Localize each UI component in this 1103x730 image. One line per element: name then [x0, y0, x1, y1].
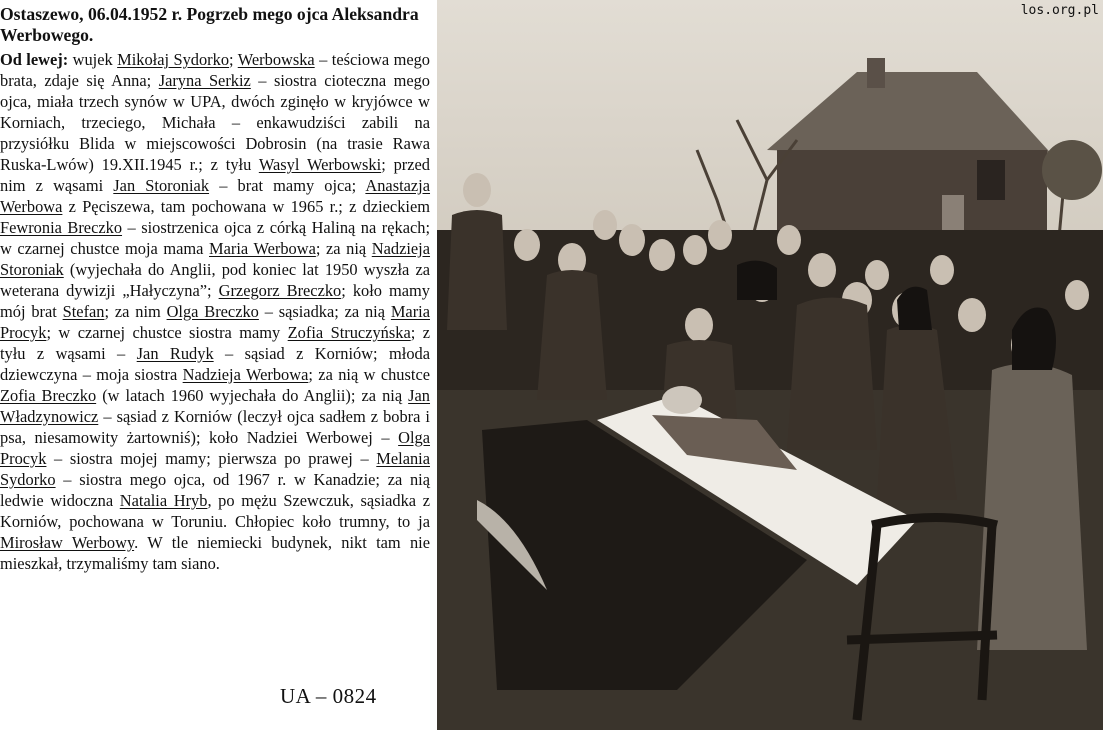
caption-text: ; koło mamy mój brat: [0, 281, 430, 321]
caption-text: (wyjechała do Anglii, pod koniec lat 1950 wyszła za weterana dywizji „Hałyczyna”;: [0, 260, 430, 300]
caption-text: , po mężu Szewczuk, sąsiadka z Korniów, pochowana w Toruniu. Chłopiec koło trumny, to ja: [0, 491, 430, 531]
caption-text: . W tle niemiecki budynek, nikt tam nie mieszkał, trzymaliśmy tam siano.: [0, 533, 430, 573]
person-name: Nadzieja Werbowa: [182, 365, 309, 384]
person-name: Maria Werbowa: [209, 239, 316, 258]
caption-text: – teściowa mego brata, zdaje się Anna;: [0, 50, 430, 90]
caption-text: ; z tyłu z wąsami –: [0, 323, 430, 363]
person-name: Jaryna Serkiz: [158, 71, 251, 90]
person-name: Wasyl Werbowski: [258, 155, 382, 174]
funeral-photograph: [437, 0, 1103, 730]
caption-text: – sąsiad z Korniów (leczył ojca sadłem z bobra i psa, niesamowity żartowniś); koło Nadziei Werbowej –: [0, 407, 430, 447]
person-name: Jan Storoniak: [113, 176, 210, 195]
caption-text: ; w czarnej chustce siostra mamy: [46, 323, 288, 342]
caption-text: – siostrzenica ojca z córką Haliną na rękach; w czarnej chustce moja mama: [0, 218, 430, 258]
caption-text: wujek: [68, 50, 118, 69]
caption-title: Ostaszewo, 06.04.1952 r. Pogrzeb mego ojca Aleksandra Werbowego.: [0, 4, 419, 45]
caption-body: [0, 49, 430, 574]
person-name: Mikołaj Sydorko: [117, 50, 230, 69]
person-name: Melania Sydorko: [0, 449, 430, 489]
person-name: Jan Rudyk: [136, 344, 214, 363]
person-name: Olga Breczko: [166, 302, 259, 321]
person-name: Olga Procyk: [0, 428, 430, 468]
reference-number: UA – 0824: [280, 684, 377, 708]
photo-illustration: [437, 0, 1103, 730]
person-name: Werbowska: [237, 50, 315, 69]
person-name: Fewronia Breczko: [0, 218, 123, 237]
caption-text: – siostra mego ojca, od 1967 r. w Kanadzie; za nią ledwie widoczna: [0, 470, 430, 510]
caption-text: – siostra mojej mamy; pierwsza po prawej –: [46, 449, 377, 468]
caption-segments: [0, 50, 430, 573]
caption-text: (w latach 1960 wyjechała do Anglii); za nią: [96, 386, 409, 405]
caption-text: ; za nią w chustce: [308, 365, 430, 384]
person-name: Zofia Breczko: [0, 386, 97, 405]
caption-text: z Pęciszewa, tam pochowana w 1965 r.; z dzieckiem: [62, 197, 430, 216]
person-name: Maria Procyk: [0, 302, 430, 342]
caption-text: – brat mamy ojca;: [209, 176, 366, 195]
person-name: Anastazja Werbowa: [0, 176, 431, 216]
caption-text: ; za nią: [315, 239, 372, 258]
caption-intro-label: Od lewej:: [0, 50, 69, 69]
caption-text: – sąsiad z Korniów; młoda dziewczyna – moja siostra: [0, 344, 430, 384]
person-name: Grzegorz Breczko: [218, 281, 342, 300]
caption-text: ;: [229, 50, 238, 69]
person-name: Jan Władzynowicz: [0, 386, 431, 426]
caption-column: [0, 4, 430, 574]
watermark-text: los.org.pl: [1020, 3, 1099, 18]
person-name: Natalia Hryb: [119, 491, 208, 510]
caption-text: – siostra cioteczna mego ojca, miała trzech synów w UPA, dwóch zginęło w kryjówce w Korniach, trzeciego, Michała – enkawudziści zabili na przysiółku Blida w miejscowości Dobrosin (na trasie Rawa Ruska-Lwów) 19.XII.1945 r.; z tyłu: [0, 71, 430, 174]
person-name: Nadzieja Storoniak: [0, 239, 431, 279]
caption-text: – sąsiadka; za nią: [258, 302, 391, 321]
caption-text: ; przed nim z wąsami: [0, 155, 430, 195]
person-name: Zofia Struczyńska: [287, 323, 411, 342]
person-name: Mirosław Werbowy: [0, 533, 135, 552]
person-name: Stefan: [62, 302, 105, 321]
caption-text: ; za nim: [104, 302, 167, 321]
